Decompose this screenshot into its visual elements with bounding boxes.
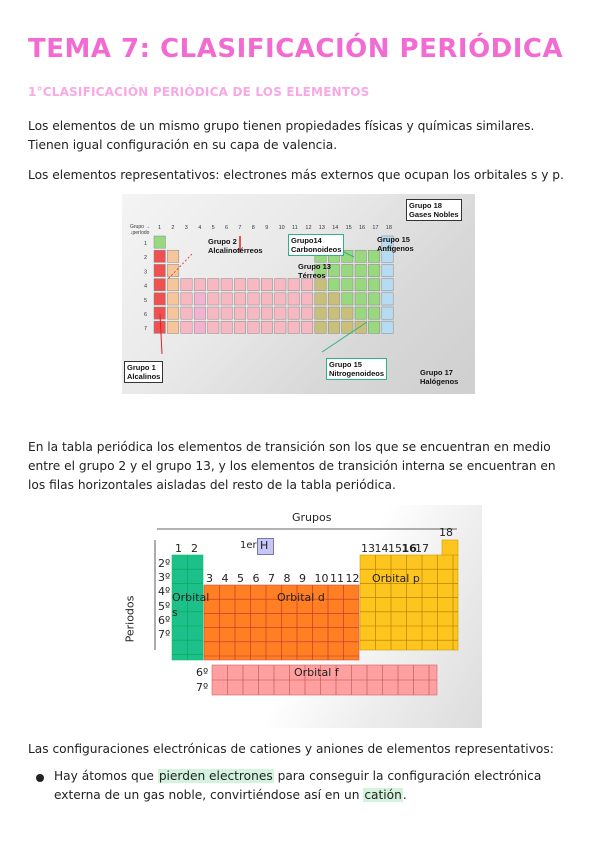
group-18-top-cell bbox=[442, 540, 458, 555]
group-number: 18 bbox=[385, 225, 392, 231]
period-number: 6 bbox=[144, 312, 148, 318]
element-cell bbox=[355, 279, 366, 291]
label-group-15-top bbox=[375, 234, 416, 254]
orbital-p-label: Orbital p bbox=[372, 572, 420, 585]
label-group-1 bbox=[124, 361, 163, 383]
element-cell bbox=[301, 321, 312, 333]
periods-axis-label: Periodos bbox=[123, 595, 137, 643]
element-cell bbox=[208, 307, 219, 319]
section-heading: 1°CLASIFICACIÓN PERIÓDICA DE LOS ELEMENTOS bbox=[28, 85, 370, 99]
orbital-d-label: Orbital d bbox=[277, 591, 325, 604]
element-cell bbox=[167, 307, 178, 319]
element-cell bbox=[167, 321, 178, 333]
element-cell bbox=[194, 279, 205, 291]
element-cell bbox=[194, 321, 205, 333]
period-number: 4 bbox=[144, 283, 148, 290]
element-cell bbox=[154, 279, 165, 291]
period-number: 2 bbox=[144, 255, 148, 262]
element-cell bbox=[208, 279, 219, 291]
paragraph-representative: Los elementos representativos: electrones más externos que ocupan los orbitales s y p. bbox=[28, 168, 564, 182]
label-group-15-bottom bbox=[326, 358, 387, 380]
period-label: 6º bbox=[158, 613, 171, 627]
element-cell bbox=[368, 264, 379, 276]
element-cell bbox=[221, 293, 232, 305]
periodic-table-groups-figure bbox=[122, 194, 475, 394]
p-group-number: 13 bbox=[361, 542, 375, 555]
f-period-7-label: 7º bbox=[196, 681, 209, 694]
group-number: 3 bbox=[184, 225, 188, 231]
group-axis-caption: Grupo → bbox=[130, 224, 151, 230]
highlight-lose-electrons: pierden electrones bbox=[158, 769, 273, 783]
element-cell bbox=[234, 321, 245, 333]
element-cell bbox=[261, 307, 272, 319]
bullet-text-2: para conseguir la configuración electrónica externa de un gas noble, convirtiéndose así en un bbox=[54, 769, 542, 802]
element-cell bbox=[301, 307, 312, 319]
element-cell bbox=[355, 250, 366, 262]
group-2-number: 2 bbox=[191, 542, 198, 555]
d-group-number: 7 bbox=[268, 572, 275, 585]
element-cell bbox=[208, 321, 219, 333]
element-cell bbox=[181, 321, 192, 333]
element-cell bbox=[342, 264, 353, 276]
element-cell bbox=[368, 279, 379, 291]
group-number: 14 bbox=[332, 225, 339, 231]
element-cell bbox=[154, 321, 165, 333]
element-cell bbox=[194, 293, 205, 305]
group-1-pointer bbox=[160, 314, 162, 354]
element-cell bbox=[167, 279, 178, 291]
element-cell bbox=[288, 321, 299, 333]
element-cell bbox=[234, 293, 245, 305]
label-group-13-text: Grupo 13 Térreos bbox=[298, 262, 331, 280]
element-cell bbox=[382, 321, 393, 333]
period-label: 3º bbox=[158, 571, 171, 585]
element-cell bbox=[275, 293, 286, 305]
element-cell bbox=[355, 264, 366, 276]
element-cell bbox=[382, 307, 393, 319]
f-period-6-label: 6º bbox=[196, 666, 209, 679]
element-cell bbox=[315, 293, 326, 305]
period-number: 1 bbox=[144, 241, 148, 247]
label-group-2 bbox=[206, 236, 265, 256]
element-cell bbox=[167, 293, 178, 305]
group-number: 15 bbox=[345, 225, 352, 231]
group-number: 13 bbox=[318, 225, 325, 231]
group-number: 6 bbox=[225, 225, 229, 231]
element-cell bbox=[181, 279, 192, 291]
p-group-number: 14 bbox=[374, 542, 389, 555]
element-cell bbox=[261, 293, 272, 305]
element-cell bbox=[382, 293, 393, 305]
period-label: 2º bbox=[158, 557, 171, 570]
label-group-18 bbox=[406, 199, 462, 221]
element-cell bbox=[301, 293, 312, 305]
period-number: 7 bbox=[144, 326, 148, 333]
element-cell bbox=[355, 293, 366, 305]
group-1-number: 1 bbox=[175, 542, 182, 555]
element-cell bbox=[275, 307, 286, 319]
element-cell bbox=[328, 293, 339, 305]
label-group-17-text: Grupo 17 Halógenos bbox=[420, 368, 459, 386]
group-number: 9 bbox=[265, 225, 269, 231]
d-group-number: 3 bbox=[206, 572, 213, 585]
period-number: 3 bbox=[144, 269, 148, 276]
element-cell bbox=[342, 307, 353, 319]
p-group-number: 15 bbox=[388, 542, 402, 555]
label-group-2-text: Grupo 2 Alcalinotérreos bbox=[208, 237, 263, 255]
period-label: 7º bbox=[158, 628, 171, 641]
element-cell bbox=[275, 279, 286, 291]
d-group-number: 11 bbox=[330, 572, 344, 585]
element-cell bbox=[315, 307, 326, 319]
paragraph-transition: En la tabla periódica los elementos de transición son los que se encuentran en medio entre el grupo 2 y el grupo 13, y los elementos de transición interna se encuentran en los filas horizontales aisladas del resto de la tabla periódica. bbox=[28, 440, 556, 492]
element-cell bbox=[368, 307, 379, 319]
p-group-number: 17 bbox=[415, 542, 429, 555]
element-cell bbox=[342, 321, 353, 333]
group-number: 8 bbox=[251, 225, 255, 231]
element-cell bbox=[154, 293, 165, 305]
group-18-number: 18 bbox=[439, 526, 453, 539]
element-cell bbox=[194, 307, 205, 319]
d-group-number: 12 bbox=[345, 572, 360, 585]
periodic-table-image bbox=[122, 194, 475, 394]
element-cell bbox=[288, 307, 299, 319]
group-number: 7 bbox=[238, 225, 242, 231]
element-cell bbox=[221, 279, 232, 291]
d-group-number: 5 bbox=[237, 572, 244, 585]
element-cell bbox=[234, 279, 245, 291]
element-cell bbox=[154, 236, 165, 248]
group-number: 10 bbox=[278, 225, 285, 231]
element-cell bbox=[328, 307, 339, 319]
label-group-14-text: Grupo14 Carbonoideos bbox=[291, 236, 342, 254]
label-group-15-bottom-text: Grupo 15 Nitrogenoideos bbox=[329, 360, 385, 378]
group-number: 5 bbox=[211, 225, 215, 231]
d-group-number: 4 bbox=[221, 572, 229, 585]
orbital-blocks-figure bbox=[117, 505, 482, 728]
hydrogen-period-label: 1er bbox=[240, 540, 257, 551]
element-cell bbox=[234, 307, 245, 319]
element-cell bbox=[167, 250, 178, 262]
label-group-14 bbox=[288, 234, 344, 256]
bullet-item-cations bbox=[54, 767, 574, 805]
hydrogen-symbol: H bbox=[260, 539, 269, 552]
element-cell bbox=[154, 250, 165, 262]
element-cell bbox=[181, 293, 192, 305]
orbital-f-label: Orbital f bbox=[294, 666, 339, 679]
d-group-number: 6 bbox=[252, 572, 260, 585]
element-cell bbox=[342, 293, 353, 305]
element-cell bbox=[275, 321, 286, 333]
element-cell bbox=[261, 321, 272, 333]
group-number: 2 bbox=[171, 225, 175, 231]
element-cell bbox=[248, 307, 259, 319]
element-cell bbox=[368, 321, 379, 333]
group-number: 4 bbox=[198, 225, 202, 231]
element-cell bbox=[154, 264, 165, 276]
paragraph-ions: Las configuraciones electrónicas de cationes y aniones de elementos representativos: bbox=[28, 742, 554, 756]
element-cell bbox=[382, 279, 393, 291]
group-number: 12 bbox=[305, 225, 312, 231]
element-cell bbox=[315, 321, 326, 333]
label-group-18-text: Grupo 18 Gases Nobles bbox=[409, 201, 459, 219]
label-group-17 bbox=[418, 367, 460, 387]
bullet-text-1: Hay átomos que bbox=[54, 769, 158, 783]
group-number: 17 bbox=[372, 225, 379, 231]
element-cell bbox=[248, 321, 259, 333]
element-cell bbox=[355, 307, 366, 319]
element-cell bbox=[181, 307, 192, 319]
element-cell bbox=[382, 264, 393, 276]
d-group-number: 8 bbox=[283, 572, 291, 585]
d-group-number: 10 bbox=[314, 572, 329, 585]
period-label: 5º bbox=[158, 599, 171, 613]
element-cell bbox=[368, 293, 379, 305]
label-group-1-text: Grupo 1 Alcalinos bbox=[127, 363, 161, 381]
p-group-number: 16 bbox=[401, 542, 417, 555]
bullet-dot bbox=[36, 774, 44, 782]
orbital-s-label: Orbital s bbox=[172, 591, 210, 619]
d-group-number: 9 bbox=[299, 572, 306, 585]
bullet-text-3: . bbox=[402, 788, 407, 802]
period-axis-caption: ↓período bbox=[130, 230, 150, 236]
groups-axis-label: Grupos bbox=[292, 511, 332, 524]
group-number: 16 bbox=[359, 225, 366, 231]
label-group-13 bbox=[296, 261, 333, 281]
group-number: 11 bbox=[292, 225, 298, 231]
label-group-15-top-text: Grupo 15 Anfígenos bbox=[377, 235, 414, 253]
page-title: TEMA 7: CLASIFICACIÓN PERIÓDICA bbox=[28, 34, 564, 64]
highlight-cation: catión bbox=[364, 788, 402, 802]
element-cell bbox=[208, 293, 219, 305]
period-number: 5 bbox=[144, 297, 148, 304]
period-label: 4º bbox=[158, 585, 171, 599]
element-cell bbox=[328, 321, 339, 333]
element-cell bbox=[221, 321, 232, 333]
element-cell bbox=[288, 293, 299, 305]
element-cell bbox=[167, 264, 178, 276]
element-cell bbox=[248, 293, 259, 305]
group-number: 1 bbox=[158, 225, 162, 231]
element-cell bbox=[261, 279, 272, 291]
element-cell bbox=[248, 279, 259, 291]
element-cell bbox=[342, 279, 353, 291]
element-cell bbox=[221, 307, 232, 319]
paragraph-groups: Los elementos de un mismo grupo tienen propiedades físicas y químicas similares. Tienen igual configuración en su capa de valencia. bbox=[28, 119, 535, 152]
